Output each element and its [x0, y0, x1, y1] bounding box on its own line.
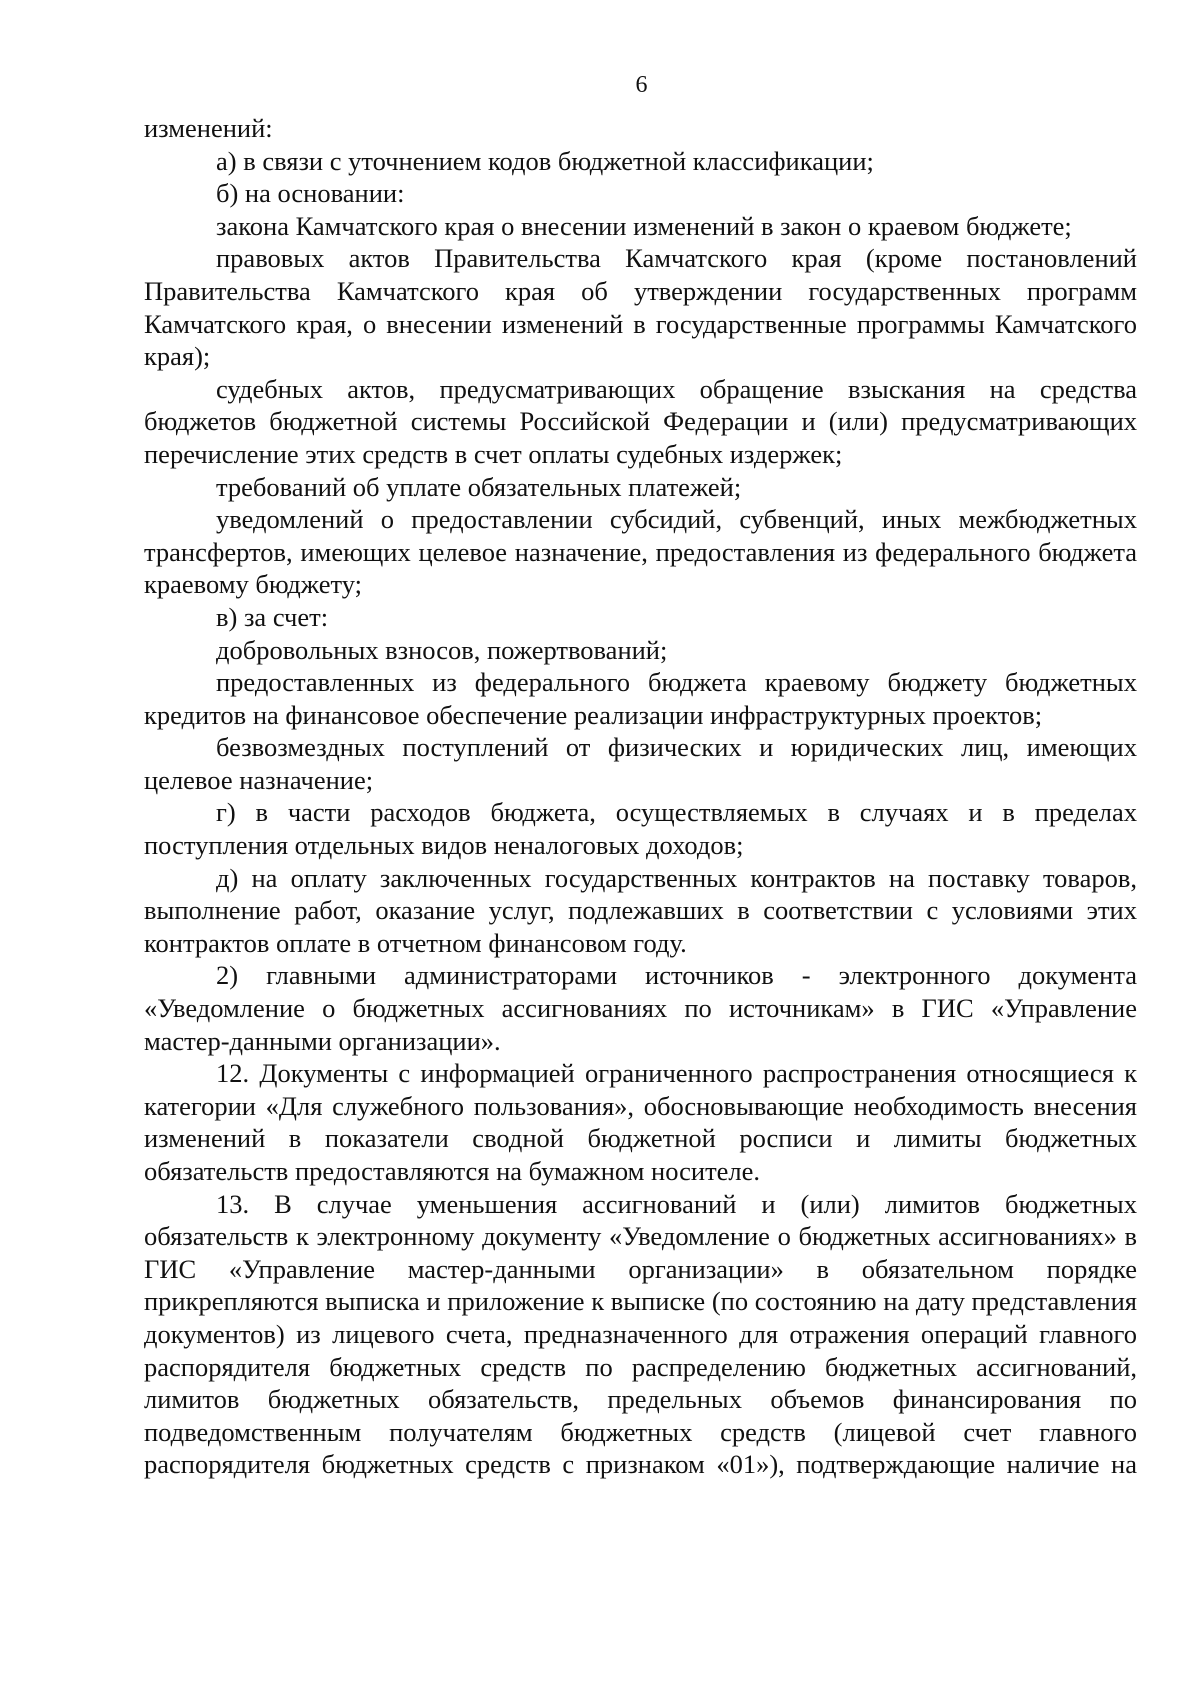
paragraph: д) на оплату заключенных государственных контрактов на поставку товаров, выполнение работ, оказание услуг, подлежавших в соответствии с условиями этих контрактов оплате в отчетном финансовом году. — [144, 862, 1137, 958]
paragraph: судебных актов, предусматривающих обращение взыскания на средства бюджетов бюджетной системы Российской Федерации и (или) предусматривающих перечисление этих средств в счет оплаты судебных издержек; — [144, 373, 1137, 469]
paragraph: 12. Документы с информацией ограниченного распространения относящиеся к категории «Для служебного пользования», обосновывающие необходимость внесения изменений в показатели сводной бюджетной росписи и лимиты бюджетных обязательств предоставляются на бумажном носителе. — [144, 1058, 1137, 1186]
paragraph: добровольных взносов, пожертвований; — [216, 634, 668, 665]
paragraph: г) в части расходов бюджета, осуществляемых в случаях и в пределах поступления отдельных видов неналоговых доходов; — [144, 797, 1137, 861]
paragraph: изменений: — [144, 113, 273, 143]
paragraph: а) в связи с уточнением кодов бюджетной классификации; — [216, 145, 874, 176]
paragraph: правовых актов Правительства Камчатского края (кроме постановлений Правительства Камчатского края об утверждении государственных программ Камчатского края, о внесении изменений в государственные программы Камчатского края); — [144, 243, 1137, 372]
document-body — [144, 112, 1137, 1481]
paragraph: предоставленных из федерального бюджета краевому бюджету бюджетных кредитов на финансовое обеспечение реализации инфраструктурных проектов; — [144, 667, 1137, 730]
paragraph: требований об уплате обязательных платежей; — [216, 471, 742, 502]
paragraph: в) за счет: — [216, 601, 329, 632]
paragraph: б) на основании: — [216, 178, 405, 209]
paragraph: закона Камчатского края о внесении изменений в закон о краевом бюджете; — [216, 210, 1072, 241]
paragraph: уведомлений о предоставлении субсидий, субвенций, иных межбюджетных трансфертов, имеющих целевое назначение, предоставления из федерального бюджета краевому бюджету; — [144, 504, 1137, 600]
paragraph: 2) главными администраторами источников - электронного документа «Уведомление о бюджетных ассигнованиях по источникам» в ГИС «Управление мастер-данными организации». — [144, 960, 1137, 1056]
paragraph: безвозмездных поступлений от физических и юридических лиц, имеющих целевое назначение; — [144, 732, 1137, 795]
page-number: 6 — [635, 72, 648, 98]
paragraph: 13. В случае уменьшения ассигнований и (или) лимитов бюджетных обязательств к электронному документу «Уведомление о бюджетных ассигнованиях» в ГИС «Управление мастер-данными организации» в обязательном порядке прикрепляются выписка и приложение к выписке (по состоянию на дату представления документов) из лицевого счета, предназначенного для отражения операций главного распорядителя бюджетных средств по распределению бюджетных ассигнований, лимитов бюджетных обязательств, предельных объемов финансирования по подведомственным получателям бюджетных средств (лицевой счет главного распорядителя бюджетных средств с признаком «01»), подтверждающие наличие на — [144, 1188, 1137, 1480]
